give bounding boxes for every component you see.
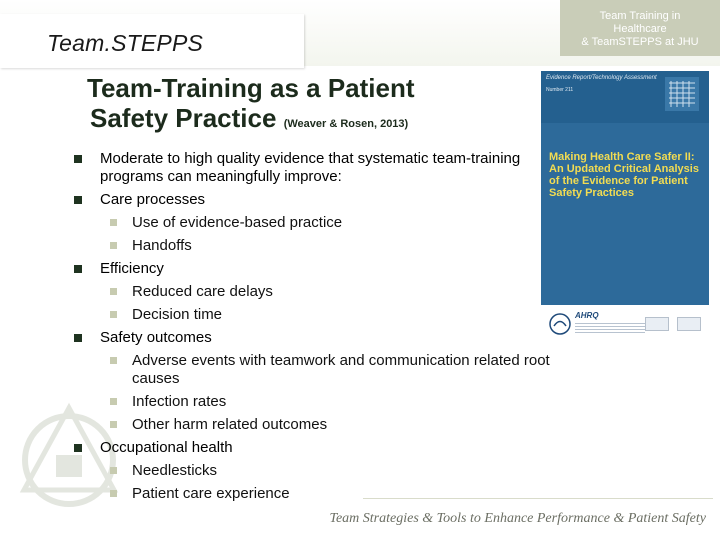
hhs-eagle-icon bbox=[549, 313, 571, 335]
bullet-text: Other harm related outcomes bbox=[132, 416, 328, 433]
brand-title: Team.STEPPS bbox=[47, 30, 204, 56]
report-cover-image bbox=[541, 71, 709, 343]
footer-divider bbox=[363, 498, 713, 499]
cover-footer bbox=[541, 305, 709, 343]
sub-bullet-item bbox=[74, 352, 554, 388]
bullet-item bbox=[74, 329, 554, 347]
bullet-square-icon bbox=[110, 490, 117, 497]
bullet-square-icon bbox=[74, 334, 82, 342]
bullet-item bbox=[74, 150, 554, 186]
bullet-text: Safety outcomes bbox=[100, 329, 212, 346]
bullet-text: Care processes bbox=[100, 191, 206, 208]
header-caption bbox=[570, 10, 710, 49]
bullet-square-icon bbox=[74, 196, 82, 204]
sub-bullet-item bbox=[74, 283, 554, 301]
slide-title-line2 bbox=[87, 103, 547, 139]
bullet-square-icon bbox=[74, 265, 82, 273]
grid-emblem-icon bbox=[665, 77, 699, 111]
sub-bullet-item bbox=[74, 485, 554, 503]
bullet-text: Infection rates bbox=[132, 393, 227, 410]
bullet-square-icon bbox=[110, 398, 117, 405]
bullet-square-icon bbox=[74, 155, 82, 163]
sub-bullet-item bbox=[74, 393, 554, 411]
bullet-text: Needlesticks bbox=[132, 462, 218, 479]
bullet-square-icon bbox=[110, 242, 117, 249]
bullet-square-icon bbox=[110, 311, 117, 318]
bullet-list bbox=[74, 150, 554, 508]
publisher-logo-text: AHRQ bbox=[575, 311, 599, 320]
header-caption-line: Healthcare bbox=[613, 23, 667, 35]
sub-bullet-item bbox=[74, 237, 554, 255]
bullet-square-icon bbox=[110, 357, 117, 364]
bullet-text: Handoffs bbox=[132, 237, 192, 254]
slide-title-line1: Team-Training as a Patient bbox=[87, 73, 415, 103]
slide-title bbox=[87, 73, 547, 139]
sub-bullet-item bbox=[74, 462, 554, 480]
bullet-text: Reduced care delays bbox=[132, 283, 273, 300]
header-caption-line: Team Training in bbox=[599, 10, 681, 22]
header-caption-line: & TeamSTEPPS at JHU bbox=[581, 36, 699, 48]
slide-title-main: Safety Practice bbox=[90, 103, 277, 133]
bullet-item bbox=[74, 191, 554, 209]
cover-series: Evidence Report/Technology Assessment bbox=[546, 75, 657, 81]
sub-bullet-item bbox=[74, 214, 554, 232]
footer-tagline: Team Strategies & Tools to Enhance Performance & Patient Safety bbox=[329, 511, 706, 526]
bullet-text: Decision time bbox=[132, 306, 223, 323]
bullet-item bbox=[74, 260, 554, 278]
bullet-text: Patient care experience bbox=[132, 485, 290, 502]
bullet-text: Efficiency bbox=[100, 260, 164, 277]
sub-bullet-item bbox=[74, 416, 554, 434]
sub-bullet-item bbox=[74, 306, 554, 324]
bullet-square-icon bbox=[110, 288, 117, 295]
cover-badge bbox=[645, 317, 669, 331]
bullet-text: Moderate to high quality evidence that systematic team-training programs can meaningfully improve: bbox=[100, 150, 521, 185]
bullet-square-icon bbox=[74, 444, 82, 452]
bullet-square-icon bbox=[110, 219, 117, 226]
title-citation: (Weaver & Rosen, 2013) bbox=[283, 118, 409, 130]
bullet-text: Use of evidence-based practice bbox=[132, 214, 343, 231]
bullet-text: Adverse events with teamwork and communication related root causes bbox=[132, 352, 550, 387]
publisher-fine-print bbox=[575, 323, 645, 333]
cover-title: Making Health Care Safer II: An Updated Critical Analysis of the Evidence for Patient Safety Practices bbox=[549, 151, 699, 199]
cover-badge bbox=[677, 317, 701, 331]
bullet-square-icon bbox=[110, 467, 117, 474]
bullet-item bbox=[74, 439, 554, 457]
bullet-text: Occupational health bbox=[100, 439, 233, 456]
cover-number: Number 211 bbox=[546, 87, 574, 93]
bullet-square-icon bbox=[110, 421, 117, 428]
